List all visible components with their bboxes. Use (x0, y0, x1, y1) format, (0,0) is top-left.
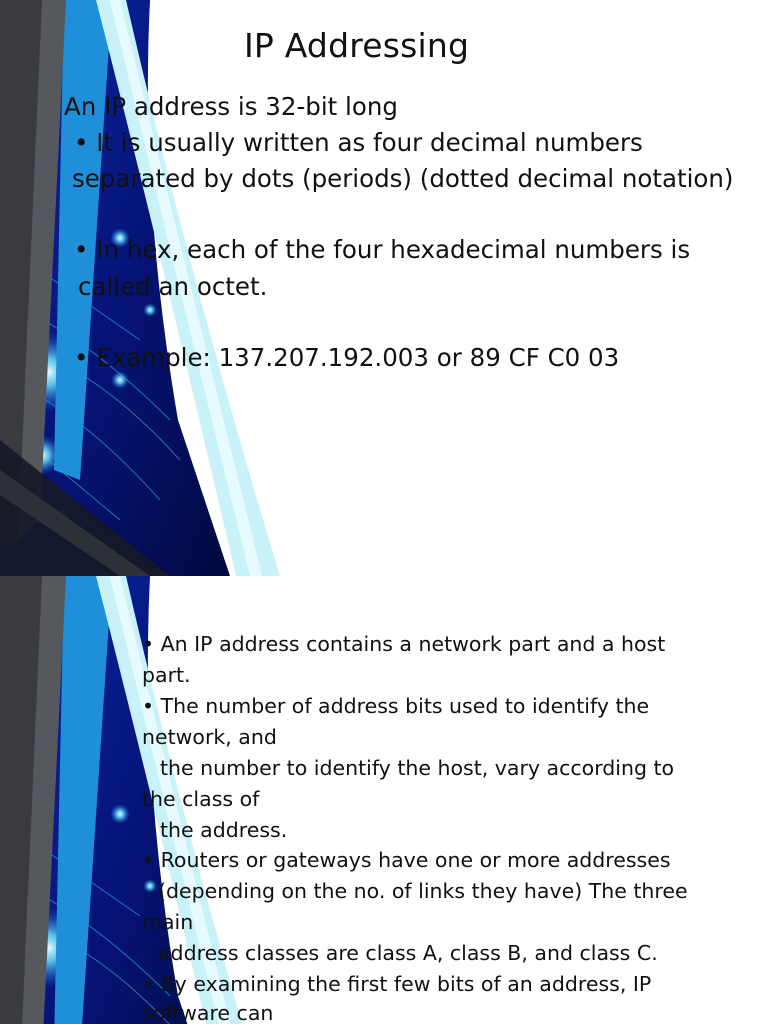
slide-2-line: the address. (160, 818, 288, 842)
slide-2-line: • The number of address bits used to identify the (142, 694, 650, 718)
slide-title: IP Addressing (244, 26, 470, 65)
slide-1-line: • It is usually written as four decimal numbers (74, 128, 643, 157)
slide-2-line: the class of (142, 787, 260, 811)
slide-2-line: • An IP address contains a network part and a host (142, 632, 666, 656)
slide-2 (0, 576, 768, 1024)
slide-2-line: address classes are class A, class B, and class C. (158, 941, 658, 965)
slide-2-line: main (142, 910, 194, 934)
slide-2-line: (depending on the no. of links they have) The three (158, 879, 688, 903)
slide-2-line: software can (142, 1001, 274, 1024)
slide-2-line: • Routers or gateways have one or more addresses (142, 848, 671, 872)
slide-1-line: An IP address is 32-bit long (64, 92, 398, 121)
slide-1-line: • Example: 137.207.192.003 or 89 CF C0 03 (74, 343, 620, 372)
slide-2-text (0, 576, 768, 1024)
slide-1-line: called an octet. (78, 272, 268, 301)
slide-1-line: separated by dots (periods) (dotted decimal notation) (72, 164, 734, 193)
slide-1-line: • In hex, each of the four hexadecimal numbers is (74, 235, 691, 264)
slide-2-line: the number to identify the host, vary according to (160, 756, 675, 780)
slide-2-line: part. (142, 663, 191, 687)
slide-2-line: • By examining the first few bits of an address, IP (142, 972, 652, 996)
slide-2-line: network, and (142, 725, 277, 749)
